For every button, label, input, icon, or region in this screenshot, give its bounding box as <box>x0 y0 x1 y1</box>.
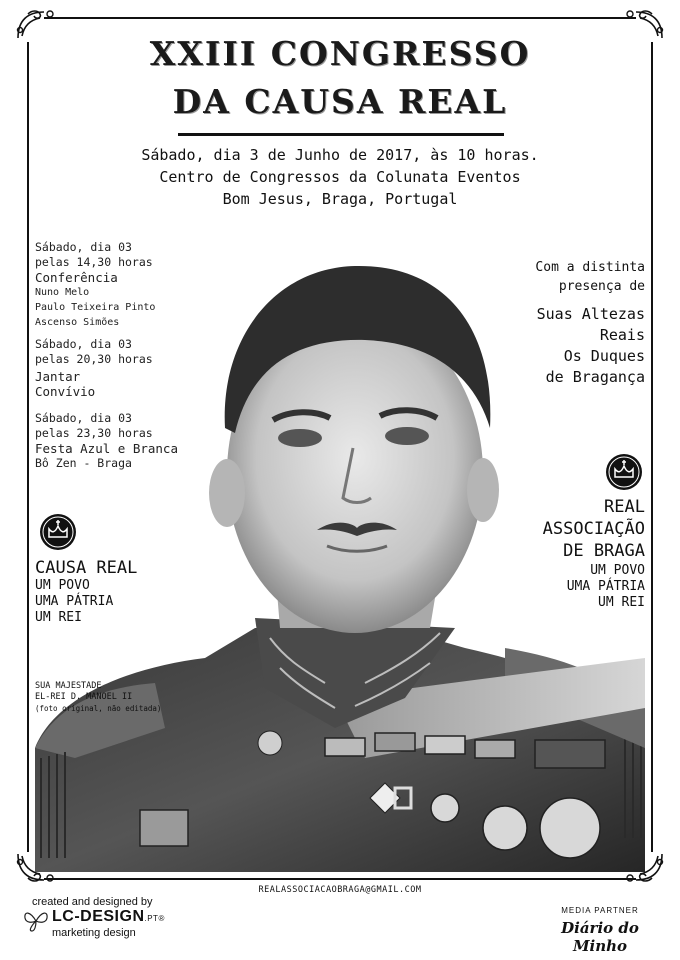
motto-line: UMA PÁTRIA <box>35 594 114 609</box>
credit-line: created and designed by <box>32 896 153 908</box>
schedule-time: pelas 14,30 horas <box>35 255 153 269</box>
title-line-2: DA CAUSA REAL <box>172 82 508 121</box>
presence-name: Os Duques <box>563 347 645 365</box>
schedule-event: Jantar <box>35 369 81 384</box>
schedule-day: Sábado, dia 03 <box>35 337 132 351</box>
presence-name: Reais <box>599 326 645 344</box>
title-line: ASSOCIAÇÃO <box>542 519 645 539</box>
motto-line: UM REI <box>35 610 82 625</box>
caption-line: SUA MAJESTADE <box>35 681 102 691</box>
frame-top <box>44 17 636 19</box>
design-credit <box>22 896 202 956</box>
event-date: Sábado, dia 3 de Junho de 2017, às 10 horas. <box>141 146 539 164</box>
title-divider <box>178 133 504 136</box>
crown-emblem-icon <box>38 512 78 552</box>
presence-intro <box>535 258 645 296</box>
event-venue: Centro de Congressos da Colunata Eventos <box>159 168 521 186</box>
caption-note: (foto original, não editada) <box>35 704 162 713</box>
schedule-detail: Convívio <box>35 384 96 399</box>
real-associacao-motto <box>567 563 645 611</box>
media-partner-label: MEDIA PARTNER <box>561 906 639 915</box>
presence-line: presença de <box>558 279 645 294</box>
caption-line: EL-REI D. MANOEL II <box>35 692 133 702</box>
schedule-event: Festa Azul e Branca <box>35 441 178 456</box>
butterfly-logo-icon <box>22 909 50 933</box>
schedule-item <box>35 337 153 399</box>
presence-name: Suas Altezas <box>536 305 645 323</box>
title-line: REAL <box>604 497 645 517</box>
presence-names <box>537 304 645 388</box>
title-line-1: XXIII CONGRESSO <box>149 34 531 73</box>
title-line: DE BRAGA <box>563 541 645 561</box>
event-location: Bom Jesus, Braga, Portugal <box>222 190 458 208</box>
schedule-item <box>35 411 178 471</box>
photo-caption <box>35 681 161 714</box>
motto-line: UMA PÁTRIA <box>566 579 645 594</box>
schedule-event: Conferência <box>35 270 118 285</box>
motto-line: UM POVO <box>35 578 90 593</box>
speaker-name: Ascenso Simões <box>35 317 120 328</box>
frame-bottom <box>44 878 636 880</box>
media-partner-logo: Diário do Minho <box>561 919 639 955</box>
lc-design-logo <box>52 908 165 926</box>
causa-real-motto <box>35 578 113 626</box>
presence-line: Com a distinta <box>535 260 645 275</box>
media-partner <box>544 906 656 955</box>
logo-suffix: .PT® <box>144 914 165 923</box>
schedule-item <box>35 240 155 330</box>
schedule-day: Sábado, dia 03 <box>35 240 132 254</box>
real-associacao-title <box>543 496 645 562</box>
schedule-detail: Bô Zen - Braga <box>35 456 132 470</box>
motto-line: UM POVO <box>590 563 645 578</box>
crown-emblem-icon <box>604 452 644 492</box>
schedule-time: pelas 23,30 horas <box>35 426 153 440</box>
credit-subline: marketing design <box>52 927 136 939</box>
schedule-day: Sábado, dia 03 <box>35 411 132 425</box>
speaker-name: Nuno Melo <box>35 287 90 298</box>
motto-line: UM REI <box>598 595 645 610</box>
causa-real-title: CAUSA REAL <box>35 558 138 578</box>
schedule-time: pelas 20,30 horas <box>35 352 153 366</box>
speaker-name: Paulo Teixeira Pinto <box>35 302 156 313</box>
logo-text: LC-DESIGN <box>52 908 145 925</box>
contact-email: REALASSOCIACAOBRAGA@GMAIL.COM <box>258 885 422 895</box>
presence-name: de Bragança <box>545 368 645 386</box>
